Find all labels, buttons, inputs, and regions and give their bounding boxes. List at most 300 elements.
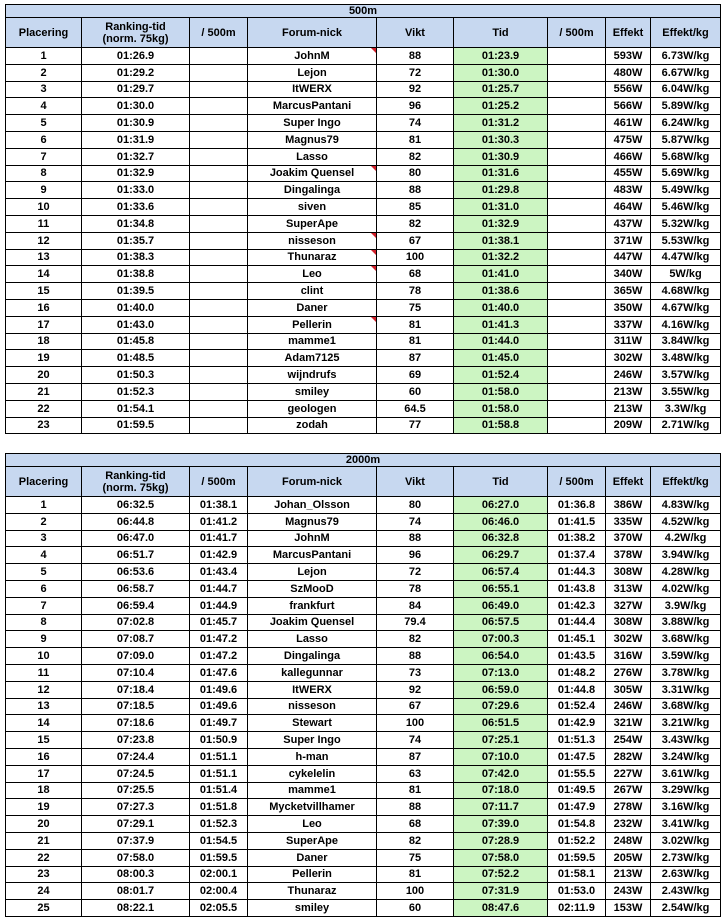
cell-pace-norm: 01:50.9 [190, 732, 248, 749]
table-row [6, 564, 721, 581]
cell-pace-norm [190, 333, 248, 350]
cell-pace [548, 383, 606, 400]
cell-pace [548, 64, 606, 81]
cell-tid: 06:55.1 [454, 580, 548, 597]
cell-tid: 06:54.0 [454, 648, 548, 665]
cell-vikt: 81 [377, 866, 454, 883]
cell-tid: 07:28.9 [454, 832, 548, 849]
cell-tid: 07:29.6 [454, 698, 548, 715]
cell-placering: 18 [6, 782, 82, 799]
cell-effekt-kg: 4.02W/kg [651, 580, 721, 597]
cell-pace [548, 148, 606, 165]
cell-pace [548, 131, 606, 148]
cell-vikt: 88 [377, 182, 454, 199]
header-vikt: Vikt [377, 18, 454, 48]
cell-pace-norm [190, 98, 248, 115]
table-row [6, 732, 721, 749]
table-row [6, 799, 721, 816]
cell-pace [548, 333, 606, 350]
cell-forum-nick: Pellerin [248, 866, 377, 883]
cell-tid: 07:58.0 [454, 849, 548, 866]
cell-pace: 01:42.3 [548, 597, 606, 614]
cell-forum-nick: Leo [248, 816, 377, 833]
cell-pace-norm: 01:41.2 [190, 513, 248, 530]
cell-pace: 01:48.2 [548, 664, 606, 681]
cell-effekt: 371W [606, 232, 651, 249]
cell-placering: 2 [6, 64, 82, 81]
cell-pace: 01:52.2 [548, 832, 606, 849]
cell-vikt: 79.4 [377, 614, 454, 631]
cell-effekt: 461W [606, 115, 651, 132]
header-ranking-tid [82, 467, 190, 497]
cell-vikt: 84 [377, 597, 454, 614]
cell-pace-norm [190, 249, 248, 266]
table-row [6, 383, 721, 400]
cell-vikt: 100 [377, 883, 454, 900]
cell-pace: 01:52.4 [548, 698, 606, 715]
cell-pace-norm [190, 165, 248, 182]
cell-pace: 01:51.3 [548, 732, 606, 749]
cell-tid: 01:44.0 [454, 333, 548, 350]
cell-forum-nick: Lasso [248, 148, 377, 165]
header-pace-norm: / 500m [190, 18, 248, 48]
cell-forum-nick: Thunaraz [248, 249, 377, 266]
cell-pace-norm [190, 350, 248, 367]
cell-ranking-tid: 01:32.7 [82, 148, 190, 165]
cell-ranking-tid: 06:53.6 [82, 564, 190, 581]
cell-effekt: 305W [606, 681, 651, 698]
cell-tid: 01:58.8 [454, 417, 548, 434]
table-row [6, 849, 721, 866]
cell-tid: 06:51.5 [454, 715, 548, 732]
cell-effekt-kg: 4.2W/kg [651, 530, 721, 547]
header-ranking-tid [82, 18, 190, 48]
cell-vikt: 92 [377, 81, 454, 98]
cell-tid: 06:57.4 [454, 564, 548, 581]
cell-placering: 12 [6, 681, 82, 698]
cell-ranking-tid: 07:18.5 [82, 698, 190, 715]
table-row [6, 283, 721, 300]
cell-pace [548, 182, 606, 199]
cell-forum-nick: wijndrufs [248, 367, 377, 384]
cell-forum-nick: nisseson [248, 232, 377, 249]
cell-tid: 01:30.9 [454, 148, 548, 165]
cell-effekt-kg: 3.41W/kg [651, 816, 721, 833]
cell-forum-nick: JohnM [248, 48, 377, 65]
cell-ranking-tid: 01:54.1 [82, 400, 190, 417]
cell-vikt: 87 [377, 748, 454, 765]
cell-tid: 01:45.0 [454, 350, 548, 367]
cell-effekt: 350W [606, 299, 651, 316]
cell-tid: 01:41.3 [454, 316, 548, 333]
cell-pace [548, 165, 606, 182]
cell-forum-nick: Lejon [248, 564, 377, 581]
cell-ranking-tid: 06:58.7 [82, 580, 190, 597]
table-row [6, 866, 721, 883]
cell-placering: 9 [6, 182, 82, 199]
cell-placering: 15 [6, 732, 82, 749]
cell-pace: 01:36.8 [548, 497, 606, 514]
cell-placering: 4 [6, 98, 82, 115]
cell-placering: 25 [6, 900, 82, 917]
cell-tid: 01:38.6 [454, 283, 548, 300]
cell-placering: 5 [6, 115, 82, 132]
cell-effekt-kg: 2.71W/kg [651, 417, 721, 434]
cell-pace-norm [190, 215, 248, 232]
header-placering: Placering [6, 18, 82, 48]
cell-effekt-kg: 6.24W/kg [651, 115, 721, 132]
cell-tid: 06:57.5 [454, 614, 548, 631]
cell-forum-nick: Lasso [248, 631, 377, 648]
cell-tid: 06:29.7 [454, 547, 548, 564]
table-row [6, 782, 721, 799]
cell-placering: 10 [6, 648, 82, 665]
cell-pace: 01:44.3 [548, 564, 606, 581]
cell-effekt: 302W [606, 350, 651, 367]
cell-effekt: 321W [606, 715, 651, 732]
header-ranking-line1: Ranking-tid [105, 20, 166, 33]
cell-placering: 13 [6, 698, 82, 715]
cell-ranking-tid: 01:29.2 [82, 64, 190, 81]
cell-placering: 11 [6, 215, 82, 232]
cell-forum-nick: Joakim Quensel [248, 614, 377, 631]
cell-pace [548, 266, 606, 283]
cell-pace-norm [190, 400, 248, 417]
cell-effekt: 311W [606, 333, 651, 350]
cell-vikt: 82 [377, 631, 454, 648]
cell-tid: 01:25.7 [454, 81, 548, 98]
cell-pace: 01:54.8 [548, 816, 606, 833]
cell-ranking-tid: 01:45.8 [82, 333, 190, 350]
header-tid: Tid [454, 18, 548, 48]
cell-placering: 1 [6, 497, 82, 514]
cell-vikt: 74 [377, 513, 454, 530]
cell-tid: 01:31.2 [454, 115, 548, 132]
cell-ranking-tid: 07:58.0 [82, 849, 190, 866]
table-row [6, 900, 721, 917]
cell-pace-norm: 01:44.9 [190, 597, 248, 614]
cell-ranking-tid: 08:01.7 [82, 883, 190, 900]
cell-effekt: 267W [606, 782, 651, 799]
cell-tid: 08:47.6 [454, 900, 548, 917]
cell-effekt-kg: 3.84W/kg [651, 333, 721, 350]
cell-effekt: 340W [606, 266, 651, 283]
cell-ranking-tid: 07:24.4 [82, 748, 190, 765]
cell-pace-norm: 01:51.1 [190, 765, 248, 782]
cell-vikt: 100 [377, 249, 454, 266]
table-row [6, 333, 721, 350]
cell-effekt-kg: 3.3W/kg [651, 400, 721, 417]
cell-forum-nick: Stewart [248, 715, 377, 732]
cell-vikt: 96 [377, 547, 454, 564]
table-row [6, 816, 721, 833]
cell-pace [548, 367, 606, 384]
cell-tid: 01:31.6 [454, 165, 548, 182]
cell-effekt: 386W [606, 497, 651, 514]
cell-pace-norm: 01:54.5 [190, 832, 248, 849]
cell-placering: 19 [6, 350, 82, 367]
cell-effekt-kg: 4.67W/kg [651, 299, 721, 316]
cell-effekt-kg: 3.59W/kg [651, 648, 721, 665]
cell-tid: 01:32.9 [454, 215, 548, 232]
cell-forum-nick: zodah [248, 417, 377, 434]
cell-effekt: 209W [606, 417, 651, 434]
cell-tid: 06:59.0 [454, 681, 548, 698]
cell-placering: 4 [6, 547, 82, 564]
cell-effekt-kg: 3.29W/kg [651, 782, 721, 799]
cell-pace [548, 115, 606, 132]
cell-tid: 01:58.0 [454, 383, 548, 400]
cell-vikt: 96 [377, 98, 454, 115]
cell-placering: 23 [6, 866, 82, 883]
cell-pace-norm [190, 148, 248, 165]
header-ranking-line1: Ranking-tid [105, 469, 166, 482]
cell-ranking-tid: 07:25.5 [82, 782, 190, 799]
cell-effekt-kg: 5.87W/kg [651, 131, 721, 148]
cell-effekt-kg: 3.16W/kg [651, 799, 721, 816]
cell-placering: 21 [6, 832, 82, 849]
cell-forum-nick: Dingalinga [248, 648, 377, 665]
cell-vikt: 85 [377, 199, 454, 216]
cell-pace-norm: 01:51.4 [190, 782, 248, 799]
table-row [6, 580, 721, 597]
cell-pace-norm [190, 266, 248, 283]
cell-pace-norm [190, 64, 248, 81]
header-effekt: Effekt [606, 18, 651, 48]
cell-effekt: 282W [606, 748, 651, 765]
cell-forum-nick: Super Ingo [248, 732, 377, 749]
cell-ranking-tid: 07:10.4 [82, 664, 190, 681]
cell-effekt: 213W [606, 383, 651, 400]
cell-effekt: 153W [606, 900, 651, 917]
cell-pace: 01:44.8 [548, 681, 606, 698]
cell-effekt: 378W [606, 547, 651, 564]
cell-placering: 21 [6, 383, 82, 400]
table-row [6, 131, 721, 148]
cell-tid: 07:52.2 [454, 866, 548, 883]
cell-pace-norm: 01:52.3 [190, 816, 248, 833]
cell-forum-nick: Thunaraz [248, 883, 377, 900]
cell-placering: 17 [6, 765, 82, 782]
cell-forum-nick: Adam7125 [248, 350, 377, 367]
table-body [6, 48, 721, 434]
cell-pace [548, 316, 606, 333]
cell-ranking-tid: 06:47.0 [82, 530, 190, 547]
cell-pace-norm: 01:44.7 [190, 580, 248, 597]
cell-ranking-tid: 01:38.8 [82, 266, 190, 283]
table-row [6, 698, 721, 715]
cell-placering: 6 [6, 131, 82, 148]
cell-pace-norm [190, 283, 248, 300]
header-ranking-line2: (norm. 75kg) [102, 481, 169, 494]
cell-pace: 01:49.5 [548, 782, 606, 799]
cell-effekt: 447W [606, 249, 651, 266]
cell-vikt: 69 [377, 367, 454, 384]
cell-placering: 16 [6, 748, 82, 765]
table-row [6, 232, 721, 249]
cell-ranking-tid: 06:32.5 [82, 497, 190, 514]
cell-ranking-tid: 07:09.0 [82, 648, 190, 665]
cell-pace [548, 48, 606, 65]
cell-pace-norm: 01:38.1 [190, 497, 248, 514]
cell-effekt-kg: 5.49W/kg [651, 182, 721, 199]
cell-pace-norm: 01:49.6 [190, 681, 248, 698]
cell-pace: 02:11.9 [548, 900, 606, 917]
cell-vikt: 88 [377, 648, 454, 665]
table-row [6, 614, 721, 631]
cell-tid: 01:40.0 [454, 299, 548, 316]
cell-ranking-tid: 01:30.0 [82, 98, 190, 115]
cell-ranking-tid: 07:18.6 [82, 715, 190, 732]
cell-vikt: 81 [377, 782, 454, 799]
cell-pace [548, 81, 606, 98]
table-row [6, 215, 721, 232]
cell-forum-nick: MarcusPantani [248, 547, 377, 564]
cell-placering: 20 [6, 816, 82, 833]
cell-effekt: 302W [606, 631, 651, 648]
cell-placering: 22 [6, 849, 82, 866]
table-row [6, 513, 721, 530]
cell-vikt: 88 [377, 48, 454, 65]
cell-pace: 01:43.5 [548, 648, 606, 665]
cell-pace-norm [190, 131, 248, 148]
cell-effekt-kg: 4.68W/kg [651, 283, 721, 300]
cell-effekt: 593W [606, 48, 651, 65]
table-row [6, 497, 721, 514]
cell-effekt: 308W [606, 564, 651, 581]
cell-tid: 01:38.1 [454, 232, 548, 249]
table-row [6, 299, 721, 316]
table-row [6, 350, 721, 367]
cell-ranking-tid: 07:29.1 [82, 816, 190, 833]
cell-pace [548, 350, 606, 367]
cell-forum-nick: Pellerin [248, 316, 377, 333]
cell-placering: 12 [6, 232, 82, 249]
cell-effekt: 480W [606, 64, 651, 81]
cell-forum-nick: MarcusPantani [248, 98, 377, 115]
cell-ranking-tid: 01:43.0 [82, 316, 190, 333]
cell-forum-nick: Dingalinga [248, 182, 377, 199]
cell-pace [548, 215, 606, 232]
cell-forum-nick: ItWERX [248, 81, 377, 98]
cell-tid: 01:58.0 [454, 400, 548, 417]
cell-tid: 07:42.0 [454, 765, 548, 782]
cell-tid: 07:13.0 [454, 664, 548, 681]
cell-vikt: 63 [377, 765, 454, 782]
cell-effekt-kg: 4.83W/kg [651, 497, 721, 514]
cell-effekt-kg: 6.67W/kg [651, 64, 721, 81]
cell-ranking-tid: 01:31.9 [82, 131, 190, 148]
cell-vikt: 74 [377, 115, 454, 132]
table-row [6, 199, 721, 216]
cell-effekt: 566W [606, 98, 651, 115]
cell-forum-nick: mamme1 [248, 333, 377, 350]
header-effekt: Effekt [606, 467, 651, 497]
cell-placering: 11 [6, 664, 82, 681]
table-title: 500m [6, 5, 721, 18]
cell-effekt: 248W [606, 832, 651, 849]
cell-pace-norm: 02:05.5 [190, 900, 248, 917]
cell-tid: 01:52.4 [454, 367, 548, 384]
cell-placering: 3 [6, 81, 82, 98]
cell-forum-nick: clint [248, 283, 377, 300]
cell-vikt: 60 [377, 900, 454, 917]
cell-effekt: 464W [606, 199, 651, 216]
cell-pace [548, 232, 606, 249]
cell-placering: 24 [6, 883, 82, 900]
cell-ranking-tid: 07:02.8 [82, 614, 190, 631]
header-effekt-kg: Effekt/kg [651, 467, 721, 497]
table-body [6, 497, 721, 917]
cell-effekt: 278W [606, 799, 651, 816]
cell-vikt: 82 [377, 215, 454, 232]
cell-forum-nick: SuperApe [248, 832, 377, 849]
table-row [6, 316, 721, 333]
cell-pace-norm: 01:59.5 [190, 849, 248, 866]
cell-ranking-tid: 01:30.9 [82, 115, 190, 132]
table-row [6, 148, 721, 165]
cell-vikt: 78 [377, 283, 454, 300]
cell-forum-nick: Super Ingo [248, 115, 377, 132]
cell-effekt-kg: 2.43W/kg [651, 883, 721, 900]
cell-placering: 7 [6, 148, 82, 165]
cell-pace: 01:58.1 [548, 866, 606, 883]
cell-effekt-kg: 3.21W/kg [651, 715, 721, 732]
table-row [6, 64, 721, 81]
cell-tid: 06:46.0 [454, 513, 548, 530]
cell-pace-norm [190, 182, 248, 199]
cell-tid: 06:32.8 [454, 530, 548, 547]
cell-effekt-kg: 4.16W/kg [651, 316, 721, 333]
cell-pace-norm: 01:51.1 [190, 748, 248, 765]
cell-pace-norm: 01:43.4 [190, 564, 248, 581]
cell-effekt-kg: 3.78W/kg [651, 664, 721, 681]
cell-ranking-tid: 01:33.0 [82, 182, 190, 199]
cell-forum-nick: smiley [248, 900, 377, 917]
cell-effekt-kg: 6.73W/kg [651, 48, 721, 65]
cell-placering: 22 [6, 400, 82, 417]
cell-placering: 9 [6, 631, 82, 648]
cell-effekt-kg: 5.69W/kg [651, 165, 721, 182]
cell-pace-norm: 01:51.8 [190, 799, 248, 816]
cell-vikt: 81 [377, 316, 454, 333]
cell-placering: 18 [6, 333, 82, 350]
cell-effekt-kg: 3.48W/kg [651, 350, 721, 367]
cell-vikt: 77 [377, 417, 454, 434]
cell-pace: 01:47.5 [548, 748, 606, 765]
cell-effekt: 466W [606, 148, 651, 165]
cell-pace-norm [190, 48, 248, 65]
cell-effekt-kg: 2.54W/kg [651, 900, 721, 917]
cell-vikt: 88 [377, 530, 454, 547]
cell-ranking-tid: 07:18.4 [82, 681, 190, 698]
cell-ranking-tid: 06:59.4 [82, 597, 190, 614]
cell-forum-nick: h-man [248, 748, 377, 765]
cell-effekt: 213W [606, 866, 651, 883]
table-row [6, 597, 721, 614]
cell-pace-norm: 01:49.6 [190, 698, 248, 715]
header-pace-norm: / 500m [190, 467, 248, 497]
cell-forum-nick: Lejon [248, 64, 377, 81]
cell-ranking-tid: 07:27.3 [82, 799, 190, 816]
table-row [6, 182, 721, 199]
cell-pace [548, 249, 606, 266]
header-forum-nick: Forum-nick [248, 467, 377, 497]
cell-forum-nick: Magnus79 [248, 513, 377, 530]
cell-effekt: 335W [606, 513, 651, 530]
cell-vikt: 74 [377, 732, 454, 749]
results-table-500m [5, 4, 721, 434]
